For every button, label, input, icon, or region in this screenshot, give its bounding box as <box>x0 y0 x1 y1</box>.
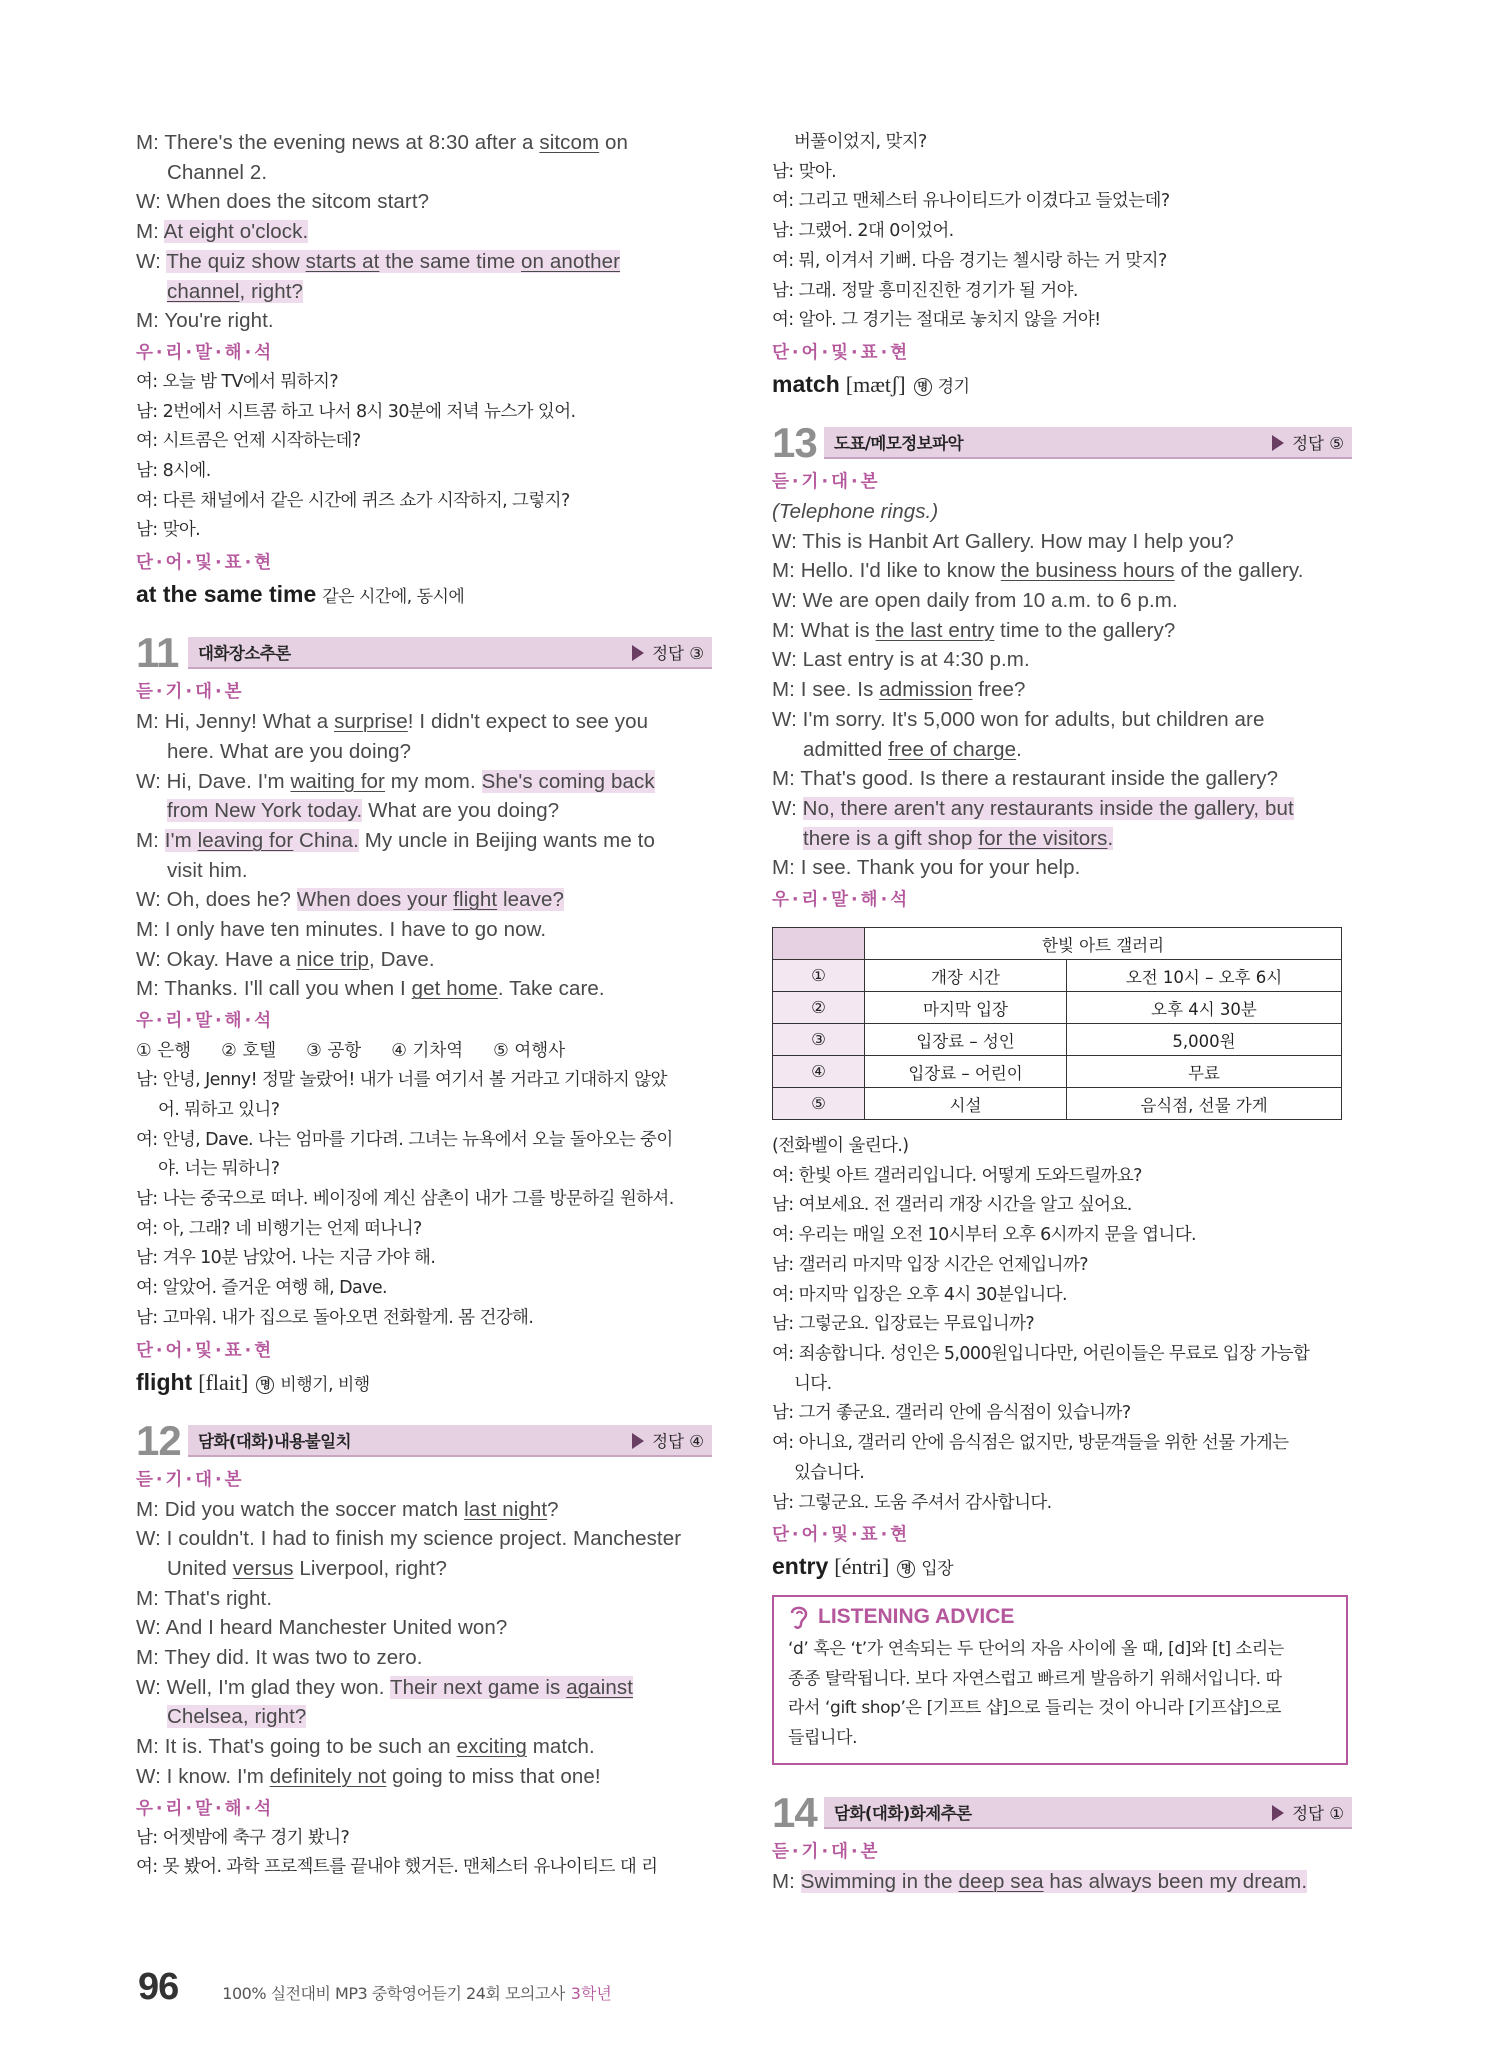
left-column <box>136 128 712 1883</box>
table-cell: 개장 시간 <box>865 960 1067 992</box>
script-line: M: That's good. Is there a restaurant inside the gallery? <box>772 767 1279 791</box>
question-type: 담화(대화)내용불일치 <box>198 1431 352 1451</box>
answer-badge: 정답 ① <box>1272 1800 1344 1824</box>
translation-line: 남: 2번에서 시트콤 하고 나서 8시 30분에 저녁 뉴스가 있어. <box>136 401 576 422</box>
question-number: 11 <box>136 629 179 677</box>
script-line: W: Okay. Have a nice trip, Dave. <box>136 947 435 971</box>
q11-translation <box>136 1066 712 1333</box>
translation-line: 남: 그거 좋군요. 갤러리 안에 음식점이 있습니까? <box>772 1403 1131 1424</box>
translation-line: 남: 8시에. <box>136 461 211 482</box>
script-line: M: At eight o'clock. <box>136 220 309 244</box>
script-line: M: You're right. <box>136 309 274 333</box>
script-line: W: Well, I'm glad they won. Their next game is against <box>136 1675 634 1699</box>
script-line: admitted free of charge. <box>803 737 1022 761</box>
question-14-header <box>772 1791 1352 1835</box>
table-row <box>773 992 1342 1024</box>
gallery-info-table <box>772 927 1342 1120</box>
triangle-icon <box>632 645 644 661</box>
translation-line: 여: 안녕, Dave. 나는 엄마를 기다려. 그녀는 뉴욕에서 오늘 돌아오는 중이 <box>136 1129 673 1150</box>
listening-advice-box <box>772 1595 1348 1765</box>
advice-line: 라서 ‘gift shop’은 [기프트 샵]으로 들리는 것이 아니라 [기프샵]으로 <box>788 1698 1281 1719</box>
table-corner <box>773 928 865 960</box>
table-cell: 입장료 – 성인 <box>865 1024 1067 1056</box>
book-title: 100% 실전대비 MP3 중학영어듣기 24회 모의고사 <box>222 1984 565 2003</box>
script-line: M: I see. Thank you for your help. <box>772 856 1081 880</box>
script-line: W: We are open daily from 10 a.m. to 6 p.m. <box>772 589 1178 613</box>
script-line: United versus Liverpool, right? <box>167 1556 447 1580</box>
script-line: W: No, there aren't any restaurants inside the gallery, but <box>772 796 1294 820</box>
translation-line: 남: 그래. 정말 흥미진진한 경기가 될 거야. <box>772 280 1078 301</box>
page-number: 96 <box>138 1966 179 2008</box>
q12-translation-continued <box>772 128 1352 336</box>
triangle-icon <box>1272 1805 1284 1821</box>
table-title: 한빛 아트 갤러리 <box>865 928 1342 960</box>
translation-line: 여: 알았어. 즐거운 여행 해, Dave. <box>136 1278 387 1299</box>
table-cell: 시설 <box>865 1088 1067 1120</box>
triangle-icon <box>1272 435 1284 451</box>
table-cell: 마지막 입장 <box>865 992 1067 1024</box>
script-line: M: I see. Is admission free? <box>772 678 1026 702</box>
translation-line: 여: 아니요, 갤러리 안에 음식점은 없지만, 방문객들을 위한 선물 가게는 <box>772 1433 1289 1454</box>
translation-line: 버풀이었지, 맞지? <box>794 132 927 152</box>
translation-line: 남: 어젯밤에 축구 경기 봤니? <box>136 1827 350 1848</box>
table-row <box>773 1056 1342 1088</box>
script-line: M: Hello. I'd like to know the business hours of the gallery. <box>772 559 1304 583</box>
prev-translation <box>136 368 712 546</box>
question-bar <box>188 637 712 669</box>
choice-4: ④ 기차역 <box>391 1041 464 1062</box>
script-line: (Telephone rings.) <box>772 499 939 523</box>
vocab-meaning: 같은 시간에, 동시에 <box>322 587 465 608</box>
script-line: M: Swimming in the deep sea has always been my dream. <box>772 1870 1308 1894</box>
table-cell: ② <box>773 992 865 1024</box>
vocab-meaning: 비행기, 비행 <box>280 1374 370 1395</box>
script-line: M: They did. It was two to zero. <box>136 1646 423 1670</box>
script-line: channel, right? <box>167 279 303 303</box>
question-number: 13 <box>772 418 817 466</box>
translation-line: 여: 뭐, 이겨서 기뻐. 다음 경기는 첼시랑 하는 거 맞지? <box>772 250 1167 271</box>
triangle-icon <box>632 1433 644 1449</box>
vocab-phonetic: [flait] <box>198 1369 249 1395</box>
table-cell: ④ <box>773 1056 865 1088</box>
vocab-meaning: 경기 <box>937 376 970 397</box>
q14-script <box>772 1867 1352 1897</box>
part-of-speech-badge: 명 <box>256 1376 274 1394</box>
vocab-entry <box>136 1366 712 1401</box>
translation-line: 남: 그렇군요. 입장료는 무료입니까? <box>772 1314 1035 1335</box>
vocab-meaning: 입장 <box>921 1559 954 1580</box>
script-label: 듣·기·대·본 <box>136 682 245 703</box>
script-line: W: Last entry is at 4:30 p.m. <box>772 648 1030 672</box>
translation-line: 어. 뭐하고 있니? <box>158 1099 280 1120</box>
script-line: from New York today. What are you doing? <box>167 799 560 823</box>
translation-line: 남: 나는 중국으로 떠나. 베이징에 계신 삼촌이 내가 그를 방문하길 원하셔. <box>136 1188 674 1209</box>
script-line: W: The quiz show starts at the same time on another <box>136 249 621 273</box>
script-line: M: What is the last entry time to the gallery? <box>772 618 1176 642</box>
translation-label: 우·리·말·해·석 <box>136 1798 275 1819</box>
translation-line: 남: 고마워. 내가 집으로 돌아오면 전화할게. 몸 건강해. <box>136 1307 534 1328</box>
translation-line: 여: 한빛 아트 갤러리입니다. 어떻게 도와드릴까요? <box>772 1165 1142 1186</box>
translation-line: 여: 알아. 그 경기는 절대로 놓치지 않을 거야! <box>772 310 1101 331</box>
translation-line: 니다. <box>794 1373 832 1394</box>
vocab-phonetic: [mætʃ] <box>845 371 906 397</box>
choice-5: ⑤ 여행사 <box>493 1041 566 1062</box>
vocab-label: 단·어·및·표·현 <box>136 1340 275 1361</box>
translation-line: 여: 우리는 매일 오전 10시부터 오후 6시까지 문을 엽니다. <box>772 1225 1196 1246</box>
script-line: W: I couldn't. I had to finish my science project. Manchester <box>136 1527 682 1551</box>
table-row <box>773 1024 1342 1056</box>
q11-script <box>136 707 712 1004</box>
script-line: M: Thanks. I'll call you when I get home. Take care. <box>136 977 605 1001</box>
translation-line: 여: 그리고 맨체스터 유나이티드가 이겼다고 들었는데? <box>772 191 1170 212</box>
script-line: here. What are you doing? <box>167 739 412 763</box>
translation-line: 남: 안녕, Jenny! 정말 놀랐어! 내가 너를 여기서 볼 거라고 기대하지 않았 <box>136 1070 667 1091</box>
page-footer <box>138 1966 612 2009</box>
part-of-speech-badge: 명 <box>897 1560 915 1578</box>
vocab-word: entry <box>772 1553 829 1580</box>
table-row <box>773 1088 1342 1120</box>
vocab-entry <box>772 368 1352 403</box>
table-cell: 5,000원 <box>1067 1024 1342 1056</box>
table-cell: 음식점, 선물 가게 <box>1067 1088 1342 1120</box>
script-label: 듣·기·대·본 <box>772 1842 881 1863</box>
translation-line: 여: 아, 그래? 네 비행기는 언제 떠나니? <box>136 1218 422 1239</box>
translation-line: 여: 못 봤어. 과학 프로젝트를 끝내야 했거든. 맨체스터 유나이티드 대 리 <box>136 1857 658 1878</box>
translation-line: 남: 여보세요. 전 갤러리 개장 시간을 알고 싶어요. <box>772 1195 1132 1216</box>
question-type: 도표/메모정보파악 <box>834 433 964 453</box>
q12-script <box>136 1495 712 1792</box>
translation-line: (전화벨이 울린다.) <box>772 1136 909 1157</box>
translation-line: 남: 그렇군요. 도움 주셔서 감사합니다. <box>772 1492 1052 1513</box>
translation-line: 여: 죄송합니다. 성인은 5,000원입니다만, 어린이들은 무료로 입장 가능합 <box>772 1343 1310 1364</box>
vocab-phonetic: [éntri] <box>834 1554 890 1580</box>
translation-line: 남: 그랬어. 2대 0이었어. <box>772 221 954 242</box>
right-column <box>772 128 1352 1897</box>
script-line: W: And I heard Manchester United won? <box>136 1616 508 1640</box>
script-line: M: There's the evening news at 8:30 after a sitcom on <box>136 131 628 154</box>
translation-line: 있습니다. <box>794 1462 865 1483</box>
translation-label: 우·리·말·해·석 <box>136 342 275 363</box>
vocab-entry <box>772 1550 1352 1585</box>
advice-title: LISTENING ADVICE <box>788 1599 1332 1635</box>
translation-line: 남: 맞아. <box>772 161 837 182</box>
question-type: 대화장소추론 <box>198 644 291 664</box>
script-label: 듣·기·대·본 <box>136 1469 245 1490</box>
translation-label: 우·리·말·해·석 <box>136 1011 275 1032</box>
script-line: W: Hi, Dave. I'm waiting for my mom. She's coming back <box>136 769 655 793</box>
question-bar <box>824 1797 1352 1829</box>
table-cell: 무료 <box>1067 1056 1342 1088</box>
translation-line: 여: 다른 채널에서 같은 시간에 퀴즈 쇼가 시작하지, 그렇지? <box>136 490 570 511</box>
script-line: Chelsea, right? <box>167 1705 307 1729</box>
question-13-header <box>772 418 1352 466</box>
script-line: W: Oh, does he? When does your flight leave? <box>136 888 564 912</box>
question-11-header <box>136 631 712 675</box>
choice-2: ② 호텔 <box>221 1041 277 1062</box>
translation-label: 우·리·말·해·석 <box>772 890 911 911</box>
script-line: visit him. <box>167 858 248 882</box>
vocab-word: match <box>772 370 840 397</box>
answer-badge: 정답 ③ <box>632 640 704 664</box>
question-12-header <box>136 1416 712 1464</box>
q13-translation <box>772 1132 1352 1518</box>
script-line: M: That's right. <box>136 1586 273 1610</box>
script-line: M: Hi, Jenny! What a surprise! I didn't expect to see you <box>136 710 649 734</box>
table-cell: ③ <box>773 1024 865 1056</box>
script-line: M: I'm leaving for China. My uncle in Beijing wants me to <box>136 828 655 852</box>
question-bar <box>188 1425 712 1457</box>
answer-badge: 정답 ⑤ <box>1272 430 1344 454</box>
vocab-label: 단·어·및·표·현 <box>772 342 911 363</box>
translation-line: 여: 시트콤은 언제 시작하는데? <box>136 431 361 452</box>
table-cell: 오후 4시 30분 <box>1067 992 1342 1024</box>
table-cell: ① <box>773 960 865 992</box>
translation-line: 남: 맞아. <box>136 520 201 541</box>
question-type: 담화(대화)화제추론 <box>834 1804 972 1824</box>
script-line: W: I know. I'm definitely not going to miss that one! <box>136 1764 601 1788</box>
question-bar <box>824 427 1352 459</box>
table-cell: ⑤ <box>773 1088 865 1120</box>
answer-badge: 정답 ④ <box>632 1428 704 1452</box>
script-line: W: This is Hanbit Art Gallery. How may I help you? <box>772 529 1234 553</box>
translation-line: 야. 너는 뭐하니? <box>158 1159 280 1180</box>
choice-3: ③ 공항 <box>306 1041 362 1062</box>
script-label: 듣·기·대·본 <box>772 471 881 492</box>
table-cell: 오전 10시 – 오후 6시 <box>1067 960 1342 992</box>
translation-line: 여: 오늘 밤 TV에서 뭐하지? <box>136 371 339 392</box>
advice-line: 종종 탈락됩니다. 보다 자연스럽고 빠르게 발음하기 위해서입니다. 따 <box>788 1668 1282 1689</box>
translation-line: 여: 마지막 입장은 오후 4시 30분입니다. <box>772 1284 1067 1305</box>
script-line: M: Did you watch the soccer match last night? <box>136 1497 559 1521</box>
translation-line: 남: 겨우 10분 남았어. 나는 지금 가야 해. <box>136 1248 436 1269</box>
script-line: M: It is. That's going to be such an exciting match. <box>136 1735 595 1759</box>
vocab-label: 단·어·및·표·현 <box>136 553 275 574</box>
vocab-label: 단·어·및·표·현 <box>772 1525 911 1546</box>
vocab-word: flight <box>136 1368 193 1395</box>
script-line: W: I'm sorry. It's 5,000 won for adults, but children are <box>772 707 1265 731</box>
table-cell: 입장료 – 어린이 <box>865 1056 1067 1088</box>
advice-line: 들립니다. <box>788 1727 858 1748</box>
answer-choices <box>136 1036 712 1066</box>
script-line: there is a gift shop for the visitors. <box>803 826 1114 850</box>
grade-label: 3학년 <box>570 1984 612 2003</box>
script-line: Channel 2. <box>167 160 268 184</box>
part-of-speech-badge: 명 <box>914 378 932 396</box>
question-number: 12 <box>136 1416 181 1464</box>
ear-icon <box>788 1603 810 1631</box>
vocab-entry <box>136 578 712 613</box>
vocab-word: at the same time <box>136 581 317 608</box>
advice-line: ‘d’ 혹은 ‘t’가 연속되는 두 단어의 자음 사이에 올 때, [d]와 [t] 소리는 <box>788 1639 1284 1660</box>
script-line: W: When does the sitcom start? <box>136 190 430 214</box>
choice-1: ① 은행 <box>136 1041 192 1062</box>
q12-translation <box>136 1824 712 1883</box>
translation-line: 남: 갤러리 마지막 입장 시간은 언제입니까? <box>772 1254 1088 1275</box>
q13-script <box>772 497 1352 883</box>
script-line: M: I only have ten minutes. I have to go now. <box>136 918 547 942</box>
question-number: 14 <box>772 1789 817 1837</box>
table-row <box>773 960 1342 992</box>
prev-script <box>136 128 712 336</box>
